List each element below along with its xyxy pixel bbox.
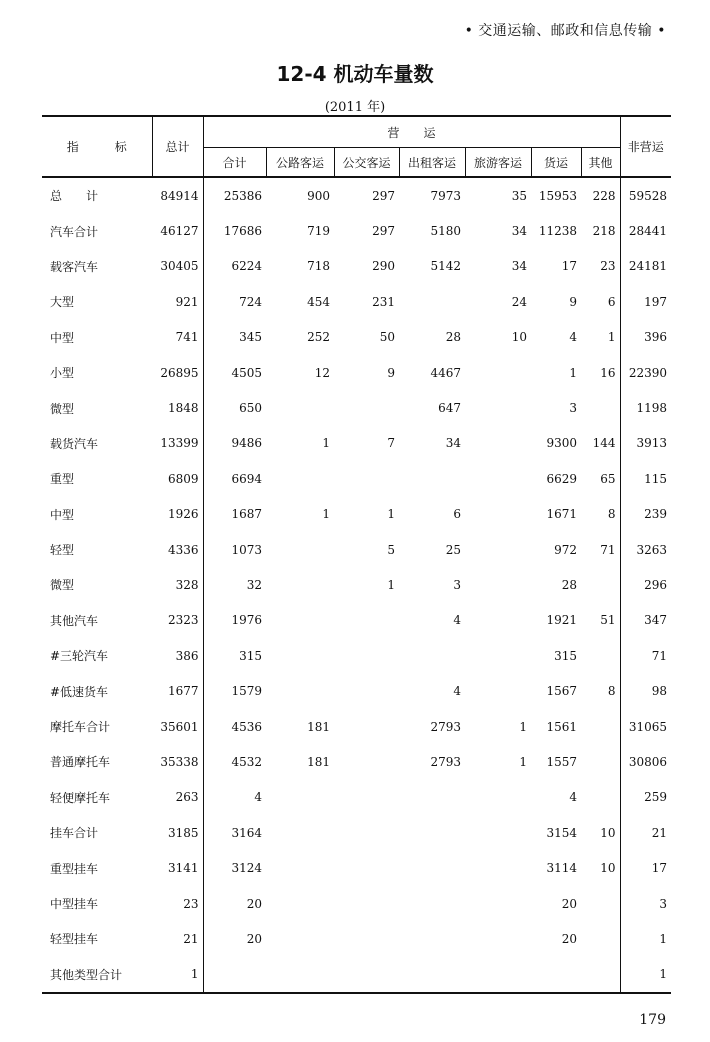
row-value-cell	[334, 461, 399, 496]
table-row	[42, 461, 671, 496]
row-value-cell: 1976	[231, 613, 262, 628]
row-value-cell: 315	[239, 648, 262, 663]
row-value-cell: 31065	[628, 719, 668, 734]
row-value-cell: 328	[152, 567, 203, 602]
row-value-cell	[465, 957, 531, 993]
row-value-cell: 3164	[231, 825, 262, 840]
table-row	[42, 886, 671, 921]
row-value-cell: 259	[644, 790, 668, 805]
row-value-cell: 718	[307, 259, 330, 274]
row-value-cell	[266, 567, 334, 602]
row-value-cell: 6	[453, 507, 461, 522]
row-value-cell: 34	[511, 259, 527, 274]
row-value-cell: 30405	[152, 249, 203, 284]
row-value-cell	[465, 355, 531, 390]
row-value-cell: 17	[651, 861, 668, 876]
row-value-cell: 34	[511, 224, 527, 239]
row-value-cell: 263	[152, 780, 203, 815]
table-row	[42, 355, 671, 390]
row-value-cell	[399, 284, 465, 319]
row-value-cell	[581, 709, 620, 744]
row-value-cell: 5180	[430, 224, 461, 239]
row-value-cell: 1	[322, 507, 330, 522]
row-value-cell	[399, 886, 465, 921]
row-value-cell	[399, 957, 465, 993]
row-value-cell: 1579	[231, 684, 262, 699]
row-value-cell	[465, 603, 531, 638]
row-value-cell: 1557	[546, 754, 577, 769]
row-value-cell	[266, 673, 334, 708]
row-value-cell: 3	[453, 577, 461, 592]
row-value-cell	[581, 780, 620, 815]
row-value-cell	[334, 744, 399, 779]
row-value-cell: 6629	[546, 471, 577, 486]
row-value-cell: 228	[581, 177, 620, 213]
row-value-cell: 5	[387, 542, 395, 557]
row-value-cell: 6694	[231, 471, 262, 486]
row-value-cell: 4	[453, 684, 461, 699]
row-value-cell	[581, 921, 620, 956]
row-label: 微型	[50, 401, 75, 416]
table-row	[42, 284, 671, 319]
row-value-cell: 3124	[231, 861, 262, 876]
row-value-cell: 1	[387, 507, 395, 522]
row-value-cell	[581, 886, 620, 921]
row-label: 普通摩托车	[50, 755, 111, 770]
row-value-cell: 10	[511, 330, 527, 345]
row-value-cell	[266, 815, 334, 850]
row-value-cell: 4536	[231, 719, 262, 734]
row-value-cell: 252	[307, 330, 330, 345]
table-row	[42, 213, 671, 248]
table-row	[42, 673, 671, 708]
running-head: • 交通运输、邮政和信息传输 •	[464, 23, 666, 39]
vehicle-count-table	[42, 115, 671, 994]
row-value-cell: 25386	[223, 188, 262, 203]
row-value-cell: 51	[581, 603, 620, 638]
row-value-cell: 9	[569, 294, 577, 309]
row-value-cell: 1	[519, 754, 527, 769]
row-value-cell	[399, 921, 465, 956]
row-value-cell: 724	[239, 294, 262, 309]
row-value-cell	[266, 921, 334, 956]
row-label: 中型挂车	[50, 897, 99, 911]
row-value-cell	[266, 461, 334, 496]
row-value-cell: 15953	[538, 188, 577, 203]
row-label: 小型	[50, 366, 75, 381]
row-value-cell: 24181	[628, 259, 668, 274]
row-value-cell: 4336	[152, 532, 203, 567]
row-value-cell: 23	[581, 249, 620, 284]
row-value-cell	[465, 426, 531, 461]
row-value-cell: 32	[246, 577, 262, 592]
row-value-cell: 297	[372, 188, 395, 203]
row-value-cell: 1567	[546, 684, 577, 699]
row-value-cell: 4467	[430, 365, 461, 380]
row-label: 轻型挂车	[50, 932, 99, 947]
row-value-cell	[399, 850, 465, 885]
row-value-cell: 10	[581, 815, 620, 850]
row-value-cell: 20	[561, 931, 577, 946]
row-label: #三轮汽车	[50, 649, 109, 664]
row-value-cell	[465, 497, 531, 532]
row-value-cell: 3154	[546, 825, 577, 840]
row-value-cell	[465, 390, 531, 425]
row-value-cell: 71	[651, 648, 668, 663]
row-value-cell	[531, 957, 581, 993]
table-row	[42, 532, 671, 567]
row-value-cell: 921	[152, 284, 203, 319]
row-value-cell: 1926	[152, 497, 203, 532]
row-value-cell: 3185	[152, 815, 203, 850]
row-value-cell: 20	[246, 896, 262, 911]
row-value-cell	[334, 921, 399, 956]
row-value-cell: 1	[569, 365, 577, 380]
row-value-cell: 46127	[152, 213, 203, 248]
row-value-cell	[465, 673, 531, 708]
row-value-cell	[266, 390, 334, 425]
row-value-cell	[399, 815, 465, 850]
header-indicator: 指 标	[42, 116, 152, 177]
row-value-cell	[465, 850, 531, 885]
row-value-cell: 1687	[231, 507, 262, 522]
row-value-cell: 900	[307, 188, 330, 203]
row-value-cell: 28441	[628, 224, 668, 239]
header-operating: 营 运	[203, 116, 620, 148]
row-value-cell: 26895	[152, 355, 203, 390]
row-value-cell	[334, 638, 399, 673]
row-value-cell	[581, 957, 620, 993]
row-value-cell	[465, 638, 531, 673]
row-value-cell: 30806	[628, 754, 668, 769]
row-label: 摩托车合计	[50, 720, 111, 735]
row-label: 重型挂车	[50, 861, 99, 876]
row-value-cell: 21	[651, 825, 668, 840]
row-value-cell: 1	[387, 577, 395, 592]
row-label: 轻便摩托车	[50, 790, 111, 805]
row-value-cell: 347	[644, 613, 668, 628]
row-label: #低速货车	[50, 684, 109, 699]
row-value-cell: 1921	[546, 613, 577, 628]
row-value-cell: 9486	[231, 436, 262, 451]
row-value-cell: 2323	[152, 603, 203, 638]
header-bus-passenger: 公交客运	[334, 148, 399, 178]
row-value-cell: 6224	[231, 259, 262, 274]
table-row	[42, 249, 671, 284]
row-value-cell	[266, 532, 334, 567]
row-value-cell: 25	[445, 542, 461, 557]
row-value-cell: 297	[372, 224, 395, 239]
row-value-cell: 1	[659, 931, 668, 946]
row-value-cell	[266, 886, 334, 921]
row-value-cell: 28	[561, 577, 577, 592]
row-value-cell: 1	[519, 719, 527, 734]
row-value-cell: 181	[307, 719, 330, 734]
table-row	[42, 744, 671, 779]
table-row	[42, 497, 671, 532]
header-taxi-passenger: 出租客运	[399, 148, 465, 178]
row-value-cell	[203, 957, 266, 993]
table-row	[42, 177, 671, 213]
row-value-cell: 386	[152, 638, 203, 673]
row-value-cell: 231	[372, 294, 395, 309]
row-value-cell: 2793	[430, 754, 461, 769]
row-value-cell: 1	[152, 957, 203, 993]
row-value-cell: 719	[307, 224, 330, 239]
table-subtitle: (2011 年)	[324, 100, 386, 115]
row-value-cell: 35338	[152, 744, 203, 779]
header-other: 其他	[581, 148, 620, 178]
row-value-cell: 647	[438, 401, 461, 416]
row-value-cell: 4	[254, 790, 262, 805]
row-value-cell: 22390	[628, 365, 668, 380]
table-row	[42, 567, 671, 602]
table-row	[42, 957, 671, 993]
row-label: 载客汽车	[50, 259, 99, 274]
row-value-cell	[581, 638, 620, 673]
table-row	[42, 603, 671, 638]
row-value-cell: 454	[307, 294, 330, 309]
row-value-cell	[465, 780, 531, 815]
row-value-cell: 3263	[636, 542, 668, 557]
row-value-cell: 23	[152, 886, 203, 921]
row-label: 重型	[50, 472, 75, 487]
row-value-cell	[266, 780, 334, 815]
row-value-cell: 197	[644, 294, 668, 309]
row-value-cell: 7973	[430, 188, 461, 203]
row-value-cell: 13399	[152, 426, 203, 461]
row-value-cell	[399, 780, 465, 815]
row-label: 其他汽车	[50, 613, 99, 628]
table-row	[42, 780, 671, 815]
row-value-cell	[334, 850, 399, 885]
row-value-cell: 24	[511, 294, 527, 309]
row-value-cell: 3	[659, 896, 668, 911]
row-value-cell	[465, 815, 531, 850]
row-value-cell	[334, 780, 399, 815]
table-row	[42, 815, 671, 850]
row-value-cell: 21	[152, 921, 203, 956]
row-value-cell: 34	[445, 436, 461, 451]
row-value-cell: 71	[581, 532, 620, 567]
row-value-cell: 9	[387, 365, 395, 380]
row-value-cell: 1	[581, 320, 620, 355]
row-value-cell: 4	[453, 613, 461, 628]
table-title: 12-4 机动车量数	[276, 62, 434, 86]
table-row	[42, 426, 671, 461]
row-value-cell	[465, 532, 531, 567]
row-value-cell: 17686	[223, 224, 262, 239]
row-value-cell	[465, 461, 531, 496]
header-tourism-passenger: 旅游客运	[465, 148, 531, 178]
table-row	[42, 709, 671, 744]
row-value-cell: 6809	[152, 461, 203, 496]
row-value-cell: 1671	[546, 507, 577, 522]
row-value-cell: 1561	[546, 719, 577, 734]
row-value-cell	[266, 850, 334, 885]
row-value-cell: 20	[246, 931, 262, 946]
row-value-cell: 84914	[152, 177, 203, 213]
row-value-cell: 315	[554, 648, 577, 663]
row-value-cell: 4505	[231, 365, 262, 380]
row-value-cell: 2793	[430, 719, 461, 734]
row-value-cell	[399, 638, 465, 673]
row-value-cell: 8	[581, 497, 620, 532]
row-value-cell: 239	[644, 507, 668, 522]
row-value-cell: 50	[379, 330, 395, 345]
row-value-cell: 5142	[430, 259, 461, 274]
row-value-cell: 4	[569, 790, 577, 805]
row-label: 其他类型合计	[42, 957, 152, 993]
row-value-cell	[581, 744, 620, 779]
table-row	[42, 320, 671, 355]
row-value-cell: 20	[561, 896, 577, 911]
table-row	[42, 390, 671, 425]
row-value-cell: 1198	[636, 401, 668, 416]
row-value-cell: 9300	[546, 436, 577, 451]
row-value-cell: 65	[581, 461, 620, 496]
page-number: 179	[639, 1012, 666, 1028]
row-value-cell: 1	[620, 957, 671, 993]
row-value-cell	[266, 603, 334, 638]
row-value-cell: 12	[314, 365, 330, 380]
row-value-cell: 3141	[152, 850, 203, 885]
row-value-cell	[465, 886, 531, 921]
row-value-cell: 59528	[628, 188, 668, 203]
row-value-cell: 115	[644, 471, 668, 486]
row-label: 总 计	[50, 189, 99, 204]
row-label: 汽车合计	[50, 224, 99, 239]
row-value-cell	[581, 567, 620, 602]
row-value-cell: 1073	[231, 542, 262, 557]
row-value-cell	[334, 709, 399, 744]
row-value-cell: 345	[239, 330, 262, 345]
row-label: 挂车合计	[50, 826, 99, 841]
header-total: 总计	[152, 116, 203, 177]
row-value-cell	[399, 461, 465, 496]
row-value-cell: 290	[372, 259, 395, 274]
row-value-cell	[334, 603, 399, 638]
row-value-cell: 7	[387, 436, 395, 451]
row-label: 载货汽车	[50, 436, 99, 451]
row-value-cell: 35	[511, 188, 527, 203]
row-value-cell	[334, 957, 399, 993]
header-freight: 货运	[531, 148, 581, 178]
row-value-cell	[334, 886, 399, 921]
row-value-cell: 4532	[231, 754, 262, 769]
row-value-cell: 16	[581, 355, 620, 390]
row-value-cell: 3114	[546, 861, 577, 876]
row-value-cell: 6	[581, 284, 620, 319]
row-value-cell: 35601	[152, 709, 203, 744]
row-value-cell	[465, 921, 531, 956]
row-value-cell: 3	[569, 401, 577, 416]
row-value-cell: 296	[644, 577, 668, 592]
row-value-cell: 11238	[538, 224, 577, 239]
row-value-cell: 1677	[152, 673, 203, 708]
row-value-cell: 3913	[636, 436, 668, 451]
row-value-cell: 28	[445, 330, 461, 345]
row-value-cell: 4	[569, 330, 577, 345]
row-value-cell	[266, 957, 334, 993]
header-non-operating: 非营运	[620, 116, 671, 177]
row-value-cell	[581, 390, 620, 425]
row-value-cell: 218	[581, 213, 620, 248]
row-label: 中型	[50, 507, 75, 522]
row-label: 大型	[50, 295, 75, 310]
table-row	[42, 638, 671, 673]
row-value-cell	[334, 815, 399, 850]
row-value-cell: 10	[581, 850, 620, 885]
table-row	[42, 850, 671, 885]
row-value-cell	[334, 673, 399, 708]
row-value-cell: 396	[644, 330, 668, 345]
row-value-cell: 17	[561, 259, 577, 274]
table-row	[42, 921, 671, 956]
row-value-cell	[465, 567, 531, 602]
row-value-cell: 8	[581, 673, 620, 708]
table-body	[42, 177, 671, 993]
row-value-cell: 650	[239, 401, 262, 416]
row-value-cell: 1	[322, 436, 330, 451]
row-value-cell: 181	[307, 754, 330, 769]
row-value-cell	[266, 638, 334, 673]
header-highway-passenger: 公路客运	[266, 148, 334, 178]
row-value-cell: 741	[152, 320, 203, 355]
row-value-cell: 144	[581, 426, 620, 461]
row-value-cell: 98	[651, 684, 668, 699]
row-value-cell: 972	[554, 542, 577, 557]
row-label: 微型	[50, 578, 75, 593]
row-label: 中型	[50, 330, 75, 345]
row-value-cell: 1848	[152, 390, 203, 425]
row-value-cell	[334, 390, 399, 425]
header-subtotal: 合计	[203, 148, 266, 178]
row-label: 轻型	[50, 543, 75, 558]
